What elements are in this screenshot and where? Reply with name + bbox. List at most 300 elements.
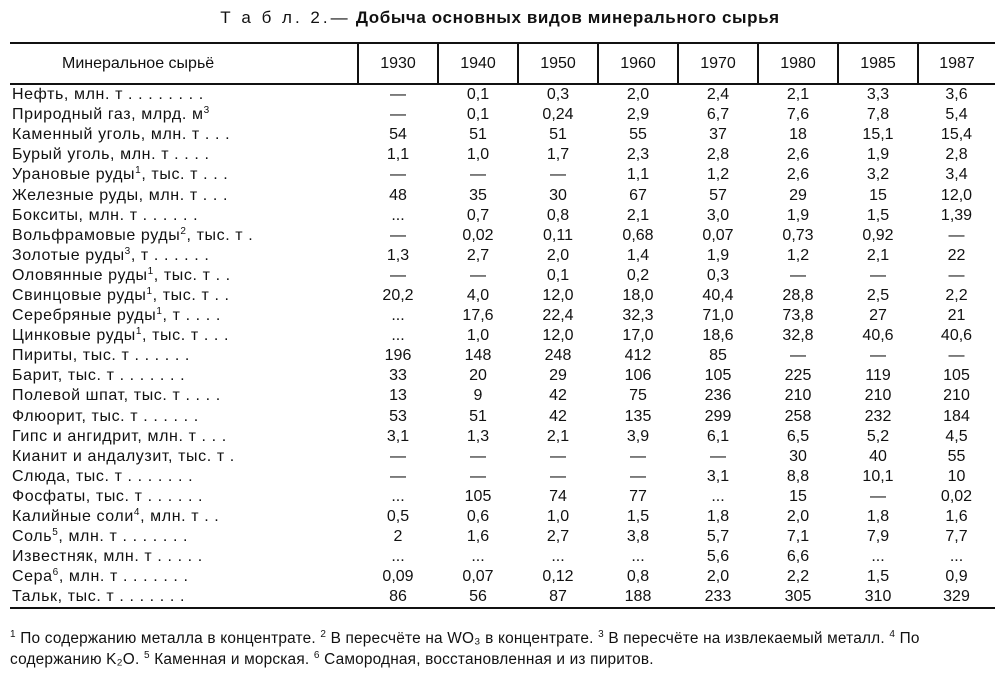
table-cell: — — [790, 266, 806, 284]
table-cell: ... — [949, 548, 964, 566]
table-cell: 2,7 — [546, 528, 570, 546]
table-cell: 0,73 — [782, 226, 814, 244]
table-cell: 71,0 — [702, 307, 734, 325]
table-cell: 1,1 — [626, 166, 650, 184]
table-cell: ... — [471, 548, 485, 566]
table-row — [10, 185, 995, 205]
table-cell: 3,3 — [866, 86, 890, 104]
column-header-year: 1987 — [918, 43, 995, 84]
table-cell: 5,7 — [706, 528, 730, 546]
table-cell: — — [948, 226, 965, 244]
table-cell: 2,0 — [626, 86, 650, 104]
table-cell: 1,7 — [546, 146, 570, 164]
table-cell: 18,6 — [702, 327, 734, 345]
table-row — [10, 527, 995, 547]
table-row — [10, 246, 995, 266]
table-cell: 77 — [629, 487, 647, 505]
table-row — [10, 105, 995, 125]
column-header-year: 1950 — [518, 43, 598, 84]
table-cell: ... — [391, 487, 405, 505]
table-cell: 7,6 — [786, 106, 810, 124]
table-cell: 2,9 — [626, 106, 650, 124]
table-cell: 105 — [464, 487, 492, 505]
mineral-production-table — [10, 42, 995, 609]
table-cell: 188 — [598, 587, 678, 608]
table-row — [10, 547, 995, 567]
table-cell: 1,39 — [940, 206, 973, 224]
column-header-year: 1930 — [358, 43, 438, 84]
table-cell: 9 — [473, 387, 483, 405]
table-cell: 32,8 — [782, 327, 814, 345]
table-cell: 55 — [629, 126, 647, 144]
table-cell: — — [390, 166, 406, 184]
row-label: Бокситы, млн. т . . . . . . — [12, 206, 199, 224]
table-cell: 85 — [709, 347, 727, 365]
table-row — [10, 306, 995, 326]
table-cell: 21 — [947, 307, 966, 325]
table-cell: 75 — [629, 387, 647, 405]
table-cell: 0,8 — [626, 568, 650, 586]
table-cell: 3,4 — [945, 166, 968, 184]
table-cell: 18 — [789, 126, 807, 144]
table-cell: 0,3 — [706, 266, 730, 284]
footnote-marker: 2 — [180, 225, 187, 237]
table-cell: 2 — [393, 528, 403, 546]
row-label: Серебряные руды$^1$, т . . . . — [12, 306, 221, 325]
table-body — [10, 84, 995, 608]
row-label: Свинцовые руды$^1$, тыс. т . . — [12, 285, 230, 304]
table-cell: 148 — [464, 347, 492, 365]
table-cell: 0,1 — [466, 86, 490, 104]
row-label: Известняк, млн. т . . . . . — [12, 548, 203, 566]
table-cell: 0,07 — [702, 226, 734, 244]
table-cell: 412 — [624, 347, 652, 365]
row-label: Флюорит, тыс. т . . . . . . — [12, 407, 199, 425]
table-cell: — — [470, 447, 486, 465]
table-cell: 0,6 — [466, 508, 490, 526]
table-cell: 329 — [918, 587, 995, 608]
table-cell: 2,6 — [786, 166, 810, 184]
table-cell: 2,0 — [706, 568, 730, 586]
table-cell: ... — [391, 327, 405, 345]
table-cell: — — [390, 86, 406, 104]
table-cell: 1,1 — [386, 146, 410, 164]
row-label: Каменный уголь, млн. т . . . — [12, 126, 231, 144]
table-cell: — — [470, 266, 486, 284]
table-cell: 51 — [549, 126, 567, 144]
table-cell: 4,0 — [466, 286, 490, 304]
table-row — [10, 145, 995, 165]
row-label: Оловянные руды$^1$, тыс. т . . — [12, 265, 231, 284]
row-label: Цинковые руды$^1$, тыс. т . . . — [12, 326, 230, 345]
table-row — [10, 567, 995, 587]
table-cell: 3,8 — [626, 528, 650, 546]
table-cell: 3,6 — [945, 86, 968, 104]
table-cell: — — [790, 347, 806, 365]
table-cell: 305 — [758, 587, 838, 608]
table-cell: 15,1 — [862, 126, 894, 144]
table-cell: 310 — [838, 587, 918, 608]
table-row — [10, 407, 995, 427]
row-label: Тальк, тыс. т . . . . . . . — [10, 587, 358, 608]
table-cell: — — [710, 447, 726, 465]
footnote-marker: 5 — [52, 527, 59, 539]
table-cell: 0,1 — [546, 266, 570, 284]
table-row — [10, 346, 995, 366]
table-cell: 54 — [389, 126, 407, 144]
table-row — [10, 447, 995, 467]
table-cell: 86 — [358, 587, 438, 608]
row-label: Барит, тыс. т . . . . . . . — [12, 367, 186, 385]
column-header-year: 1940 — [438, 43, 518, 84]
table-cell: 73,8 — [782, 307, 814, 325]
table-cell: 7,1 — [786, 528, 810, 546]
row-label: Сера$^6$, млн. т . . . . . . . — [12, 567, 189, 586]
table-cell: 0,02 — [462, 226, 494, 244]
table-row — [10, 366, 995, 386]
column-header-mineral: Минеральное сырьё — [10, 43, 358, 84]
footnote-text: По содержанию металла в концентрате. — [20, 630, 316, 647]
row-label: Урановые руды$^1$, тыс. т . . . — [12, 165, 229, 184]
table-cell: 0,07 — [462, 568, 494, 586]
table-cell: 0,2 — [626, 266, 650, 284]
footnote-marker: 1 — [146, 285, 153, 297]
table-cell: 12,0 — [542, 327, 574, 345]
footnote-text: В пересчёте на WO₃ в концентрате. — [330, 630, 594, 647]
table-cell: — — [870, 487, 886, 505]
row-label: Гипс и ангидрит, млн. т . . . — [12, 427, 227, 445]
table-cell: 0,9 — [945, 568, 968, 586]
table-cell: 1,6 — [945, 508, 968, 526]
table-cell: ... — [391, 548, 405, 566]
table-cell: 2,8 — [945, 146, 968, 164]
table-cell: — — [390, 226, 406, 244]
table-cell: 1,5 — [866, 568, 890, 586]
table-cell: 12,0 — [940, 186, 973, 204]
table-cell: ... — [551, 548, 565, 566]
table-cell: 53 — [389, 407, 407, 425]
table-cell: 0,5 — [386, 508, 410, 526]
table-cell: 258 — [784, 407, 812, 425]
row-label: Нефть, млн. т . . . . . . . . — [12, 86, 204, 104]
row-label: Фосфаты, тыс. т . . . . . . — [12, 487, 204, 505]
table-cell: 1,3 — [466, 427, 490, 445]
table-cell: 119 — [865, 367, 891, 385]
table-row — [10, 427, 995, 447]
table-cell: 1,5 — [866, 206, 890, 224]
table-cell: 56 — [438, 587, 518, 608]
table-cell: ... — [391, 206, 405, 224]
table-row — [10, 587, 995, 608]
table-cell: 3,9 — [626, 427, 650, 445]
footnote-number: 3 — [598, 629, 604, 640]
table-cell: — — [948, 347, 965, 365]
table-cell: — — [390, 106, 406, 124]
footnote-marker: 1 — [135, 165, 142, 177]
table-cell: 1,0 — [466, 146, 490, 164]
table-cell: 248 — [544, 347, 572, 365]
footnotes-text — [10, 628, 995, 670]
table-cell: ... — [871, 548, 885, 566]
table-cell: 2,3 — [626, 146, 650, 164]
table-cell: 1,8 — [866, 508, 890, 526]
table-cell: 55 — [947, 447, 966, 465]
row-label: Золотые руды$^3$, т . . . . . . — [12, 245, 210, 264]
row-label: Кианит и андалузит, тыс. т . — [12, 447, 235, 465]
table-cell: 5,4 — [945, 106, 968, 124]
table-cell: 12,0 — [542, 286, 574, 304]
table-cell: 17,0 — [622, 327, 654, 345]
table-cell: — — [550, 447, 566, 465]
table-cell: 0,7 — [466, 206, 490, 224]
table-cell: 6,7 — [706, 106, 730, 124]
table-cell: 22 — [947, 246, 966, 264]
table-cell: 2,2 — [786, 568, 810, 586]
table-row — [10, 507, 995, 527]
table-cell: 3,0 — [706, 206, 730, 224]
table-cell: 7,7 — [945, 528, 968, 546]
table-cell: — — [470, 467, 486, 485]
footnote-number: 1 — [10, 629, 16, 640]
table-cell: 2,2 — [945, 286, 968, 304]
table-row — [10, 165, 995, 185]
column-header-year: 1970 — [678, 43, 758, 84]
table-cell: ... — [711, 487, 725, 505]
table-cell: — — [550, 166, 566, 184]
table-cell: 105 — [943, 367, 970, 385]
table-cell: 0,92 — [862, 226, 894, 244]
table-cell: 1,4 — [626, 246, 650, 264]
table-cell: 1,8 — [706, 508, 730, 526]
table-row — [10, 125, 995, 145]
table-cell: 32,3 — [622, 307, 654, 325]
table-row — [10, 467, 995, 487]
table-cell: 22,4 — [542, 307, 574, 325]
table-cell: 30 — [789, 447, 807, 465]
table-cell: 2,6 — [786, 146, 810, 164]
table-cell: 15 — [869, 186, 887, 204]
footnote-marker: 3 — [124, 245, 131, 257]
table-cell: 2,4 — [706, 86, 730, 104]
table-cell: 8,8 — [786, 467, 810, 485]
footnote-marker: 3 — [203, 105, 210, 117]
table-cell: 42 — [549, 407, 567, 425]
table-cell: — — [390, 266, 406, 284]
table-cell: — — [550, 467, 566, 485]
table-cell: 7,8 — [866, 106, 890, 124]
footnote-marker: 1 — [156, 306, 163, 318]
table-cell: — — [870, 266, 886, 284]
table-cell: 40 — [869, 447, 887, 465]
table-cell: 225 — [784, 367, 812, 385]
table-row — [10, 286, 995, 306]
footnote-text: По содержанию K₂O. — [10, 630, 920, 668]
table-cell: — — [390, 467, 406, 485]
table-row — [10, 386, 995, 406]
table-cell: 30 — [549, 186, 567, 204]
table-cell: 48 — [389, 186, 407, 204]
table-cell: 2,0 — [786, 508, 810, 526]
table-cell: 27 — [869, 307, 887, 325]
table-cell: 29 — [789, 186, 807, 204]
table-cell: 17,6 — [462, 307, 494, 325]
table-cell: 0,11 — [543, 226, 573, 244]
table-row — [10, 487, 995, 507]
table-cell: — — [630, 447, 646, 465]
table-cell: 0,8 — [546, 206, 570, 224]
footnote-text: В пересчёте на извлекаемый металл. — [608, 630, 885, 647]
row-label: Вольфрамовые руды$^2$, тыс. т . — [12, 225, 254, 244]
table-cell: 2,1 — [626, 206, 650, 224]
footnote-marker: 6 — [52, 567, 59, 579]
row-label: Бурый уголь, млн. т . . . . — [12, 146, 210, 164]
table-cell: 1,9 — [786, 206, 810, 224]
table-row — [10, 266, 995, 286]
table-cell: 87 — [518, 587, 598, 608]
table-cell: 233 — [678, 587, 758, 608]
table-cell: 210 — [864, 387, 892, 405]
table-row — [10, 226, 995, 246]
table-cell: 0,68 — [622, 226, 654, 244]
table-cell: 10 — [947, 467, 966, 485]
table-cell: 5,6 — [706, 548, 730, 566]
table-cell: 40,6 — [940, 327, 973, 345]
footnotes — [10, 628, 995, 670]
table-cell: 0,02 — [940, 487, 973, 505]
header-row — [10, 43, 995, 84]
table-cell: 15 — [789, 487, 807, 505]
table-cell: 232 — [864, 407, 892, 425]
table-cell: 1,9 — [706, 246, 730, 264]
table-cell: 1,6 — [466, 528, 490, 546]
table-title — [0, 8, 1000, 28]
footnote-marker: 1 — [135, 326, 143, 338]
table-cell: 4,5 — [945, 427, 968, 445]
table-caption: Добыча основных видов минерального сырья — [355, 8, 780, 27]
table-cell: 1,2 — [706, 166, 730, 184]
table-cell: 2,5 — [866, 286, 890, 304]
table-cell: 1,2 — [786, 246, 810, 264]
table-cell: 2,1 — [786, 86, 810, 104]
table-cell: 210 — [784, 387, 812, 405]
footnote-number: 6 — [313, 650, 320, 661]
table-cell: 51 — [469, 126, 487, 144]
footnote-marker: 4 — [133, 507, 141, 519]
table-cell: 2,1 — [866, 246, 890, 264]
table-cell: 20,2 — [382, 286, 414, 304]
table-cell: 210 — [943, 387, 970, 405]
column-header-year: 1960 — [598, 43, 678, 84]
table-cell: 18,0 — [622, 286, 654, 304]
footnote-marker: 1 — [147, 265, 154, 277]
footnote-text: Самородная, восстановленная и из пиритов. — [324, 651, 654, 668]
table-label: Т а б л. 2.— — [220, 8, 351, 27]
footnote-number: 4 — [889, 629, 896, 640]
table-cell: 0,09 — [382, 568, 414, 586]
table-cell: 1,0 — [546, 508, 570, 526]
table-cell: 1,0 — [466, 327, 490, 345]
table-cell: 2,7 — [466, 246, 490, 264]
table-cell: 2,0 — [546, 246, 570, 264]
table-cell: 15,4 — [940, 126, 973, 144]
table-cell: 2,8 — [706, 146, 730, 164]
table-cell: 1,5 — [626, 508, 650, 526]
table-cell: 29 — [549, 367, 567, 385]
table-row — [10, 326, 995, 346]
table-cell: — — [390, 447, 406, 465]
column-header-year: 1985 — [838, 43, 918, 84]
table-cell: 135 — [624, 407, 652, 425]
footnote-text: Каменная и морская. — [154, 651, 310, 668]
table-cell: 28,8 — [782, 286, 814, 304]
table-cell: 0,12 — [542, 568, 574, 586]
table-cell: 10,1 — [862, 467, 894, 485]
row-label: Калийные соли$^4$, млн. т . . — [12, 507, 220, 526]
table-cell: 37 — [709, 126, 727, 144]
table-cell: 35 — [469, 186, 487, 204]
table-cell: 3,1 — [706, 467, 730, 485]
table-cell: 33 — [389, 367, 407, 385]
table-cell: 40,6 — [862, 327, 894, 345]
row-label: Полевой шпат, тыс. т . . . . — [12, 387, 221, 405]
table-cell: 20 — [469, 367, 487, 385]
table-cell: 3,2 — [866, 166, 890, 184]
table-cell: 0,3 — [546, 86, 570, 104]
footnote-number: 5 — [143, 650, 150, 661]
table-cell: 236 — [704, 387, 732, 405]
row-label: Слюда, тыс. т . . . . . . . — [12, 467, 194, 485]
table-cell: 6,6 — [786, 548, 810, 566]
table-cell: 0,24 — [542, 106, 574, 124]
table-cell: 6,5 — [786, 427, 810, 445]
table-cell: 51 — [469, 407, 487, 425]
table-row — [10, 84, 995, 105]
row-label: Соль$^5$, млн. т . . . . . . . — [12, 527, 189, 546]
table-cell: 2,1 — [546, 427, 570, 445]
table-row — [10, 206, 995, 226]
table-cell: — — [470, 166, 486, 184]
table-cell: ... — [631, 548, 645, 566]
table-cell: 40,4 — [702, 286, 734, 304]
table-cell: 7,9 — [866, 528, 890, 546]
table-cell: — — [630, 467, 646, 485]
table-cell: 57 — [709, 186, 727, 204]
table-cell: 1,3 — [386, 246, 410, 264]
row-label: Пириты, тыс. т . . . . . . — [12, 347, 190, 365]
table-cell: 299 — [704, 407, 732, 425]
table-cell: 184 — [943, 407, 970, 425]
table-cell: 67 — [629, 186, 647, 204]
row-label: Природный газ, млрд. $м^3$ — [12, 105, 210, 124]
table-cell: 105 — [704, 367, 732, 385]
table-cell: 6,1 — [706, 427, 730, 445]
table-cell: 5,2 — [866, 427, 890, 445]
table-cell: 42 — [549, 387, 567, 405]
table-cell: 3,1 — [386, 427, 410, 445]
column-header-year: 1980 — [758, 43, 838, 84]
table-cell: 196 — [384, 347, 412, 365]
table-cell: ... — [391, 307, 405, 325]
table-cell: 0,1 — [466, 106, 490, 124]
table-cell: 1,9 — [866, 146, 890, 164]
table-cell: — — [948, 266, 965, 284]
table-cell: 106 — [624, 367, 652, 385]
table-cell: 74 — [549, 487, 567, 505]
table-cell: 13 — [389, 387, 407, 405]
table-cell: — — [870, 347, 886, 365]
row-label: Железные руды, млн. т . . . — [12, 186, 229, 204]
footnote-number: 2 — [320, 629, 327, 640]
